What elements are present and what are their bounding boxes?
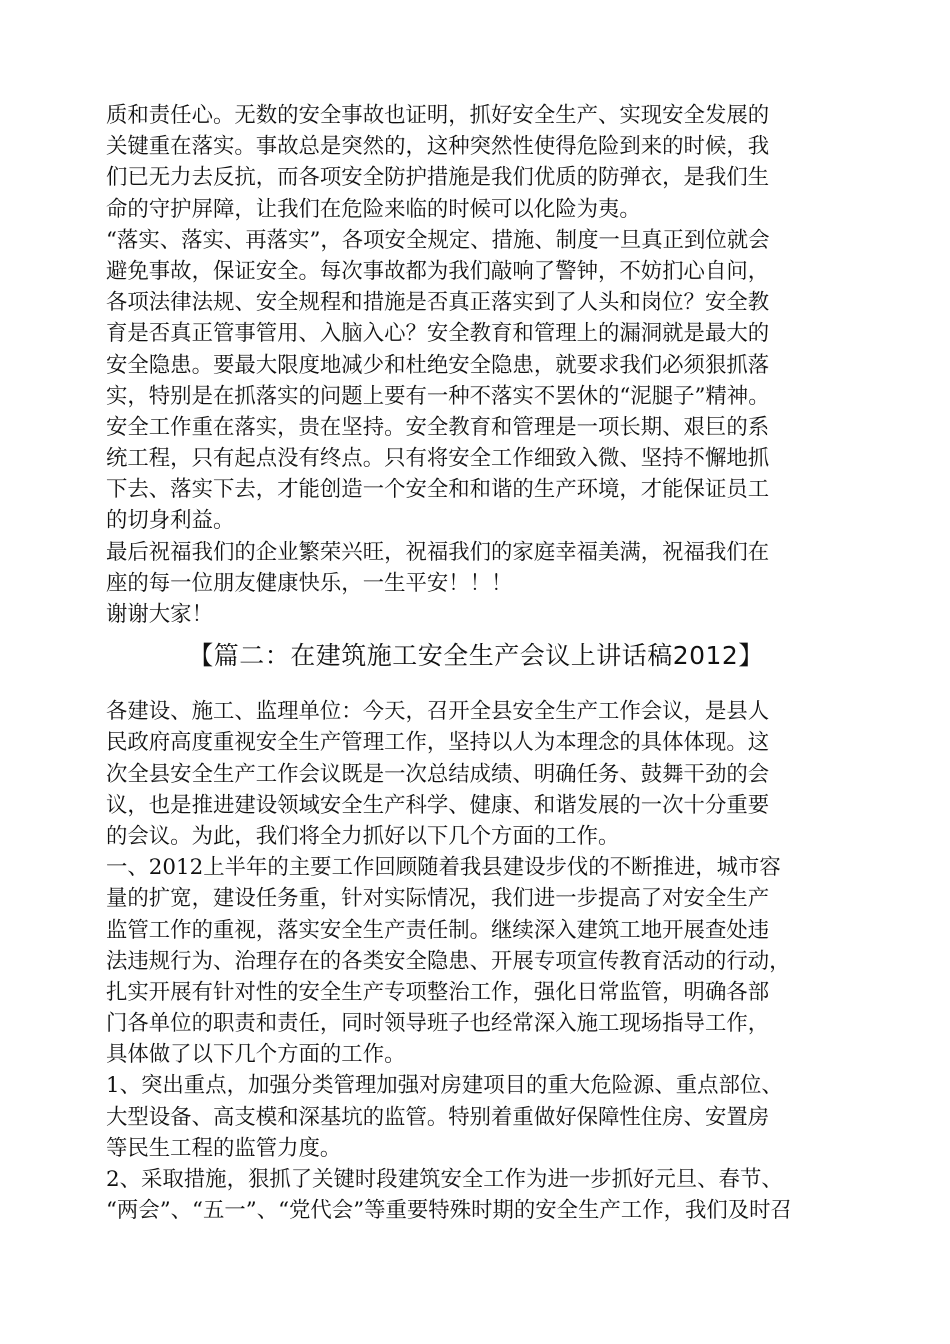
text-line: “落实、落实、再落实”，各项安全规定、措施、制度一旦真正到位就会 [106,227,770,253]
text-line: 议，也是推进建设领域安全生产科学、健康、和谐发展的一次十分重要 [106,792,770,818]
paragraph [106,696,846,852]
text-line: 扎实开展有针对性的安全生产专项整治工作，强化日常监管，明确各部 [106,979,770,1005]
text-line: “两会”、“五一”、“党代会”等重要特殊时期的安全生产工作，我们及时召 [106,1198,792,1224]
paragraph [106,537,846,599]
text-line: 质和责任心。无数的安全事故也证明，抓好安全生产、实现安全发展的 [106,103,770,128]
text-line: 统工程，只有起点没有终点。只有将安全工作细致入微、坚持不懈地抓 [106,446,770,472]
text-line: 们已无力去反抗，而各项安全防护措施是我们优质的防弹衣，是我们生 [106,165,770,191]
text-line: 命的守护屏障，让我们在危险来临的时候可以化险为夷。 [106,196,641,222]
text-line: 等民生工程的监管力度。 [106,1135,342,1161]
paragraph [106,412,846,537]
paragraph [106,100,846,225]
text-line: 避免事故，保证安全。每次事故都为我们敲响了警钟，不妨扪心自问， [106,258,770,284]
text-line: 门各单位的职责和责任，同时领导班子也经常深入施工现场指导工作， [106,1011,770,1037]
text-line: 监管工作的重视，落实安全生产责任制。继续深入建筑工地开展查处违 [106,917,770,943]
text-line: 各建设、施工、监理单位：今天，召开全县安全生产工作会议，是县人 [106,699,770,725]
text-line: 安全隐患。要最大限度地减少和杜绝安全隐患，就要求我们必须狠抓落 [106,352,770,378]
text-line: 各项法律法规、安全规程和措施是否真正落实到了人头和岗位？安全教 [106,290,770,316]
text-line: 一、2012上半年的主要工作回顾随着我县建设步伐的不断推进，城市容 [106,855,781,881]
paragraph [106,1164,846,1226]
text-line: 安全工作重在落实，贵在坚持。安全教育和管理是一项长期、艰巨的系 [106,414,770,440]
text-line: 关键重在落实。事故总是突然的，这种突然性使得危险到来的时候，我 [106,134,770,160]
text-line: 的切身利益。 [106,508,235,534]
text-line: 下去、落实下去，才能创造一个安全和和谐的生产环境，才能保证员工 [106,477,770,503]
section-heading: 【篇二：在建筑施工安全生产会议上讲话稿2012】 [188,641,764,671]
text-line: 法违规行为、治理存在的各类安全隐患、开展专项宣传教育活动的行动， [106,948,791,974]
text-line: 1、突出重点，加强分类管理加强对房建项目的重大危险源、重点部位、 [106,1073,783,1099]
speech-part-two [106,696,846,1226]
text-line: 实，特别是在抓落实的问题上要有一种不落实不罢休的“泥腿子”精神。 [106,383,770,409]
text-line: 次全县安全生产工作会议既是一次总结成绩、明确任务、鼓舞干劲的会 [106,761,770,787]
text-line: 量的扩宽，建设任务重，针对实际情况，我们进一步提高了对安全生产 [106,886,770,912]
text-line: 的会议。为此，我们将全力抓好以下几个方面的工作。 [106,823,620,849]
text-line: 育是否真正管事管用、入脑入心？安全教育和管理上的漏洞就是最大的 [106,321,770,347]
text-line: 大型设备、高支模和深基坑的监管。特别着重做好保障性住房、安置房 [106,1104,770,1130]
document-page [106,100,846,1226]
text-line: 具体做了以下几个方面的工作。 [106,1042,406,1068]
text-line: 民政府高度重视安全生产管理工作，坚持以人为本理念的具体体现。这 [106,730,770,756]
paragraph [106,852,846,1070]
paragraph [106,1070,846,1164]
text-line: 2、采取措施，狠抓了关键时段建筑安全工作为进一步抓好元旦、春节、 [106,1167,783,1192]
text-line: 座的每一位朋友健康快乐，一生平安！！！ [106,570,513,596]
speech-part-one [106,100,846,630]
paragraph [106,599,846,630]
text-line: 最后祝福我们的企业繁荣兴旺，祝福我们的家庭幸福美满，祝福我们在 [106,539,770,565]
paragraph [106,225,846,412]
text-line: 谢谢大家！ [106,602,213,627]
